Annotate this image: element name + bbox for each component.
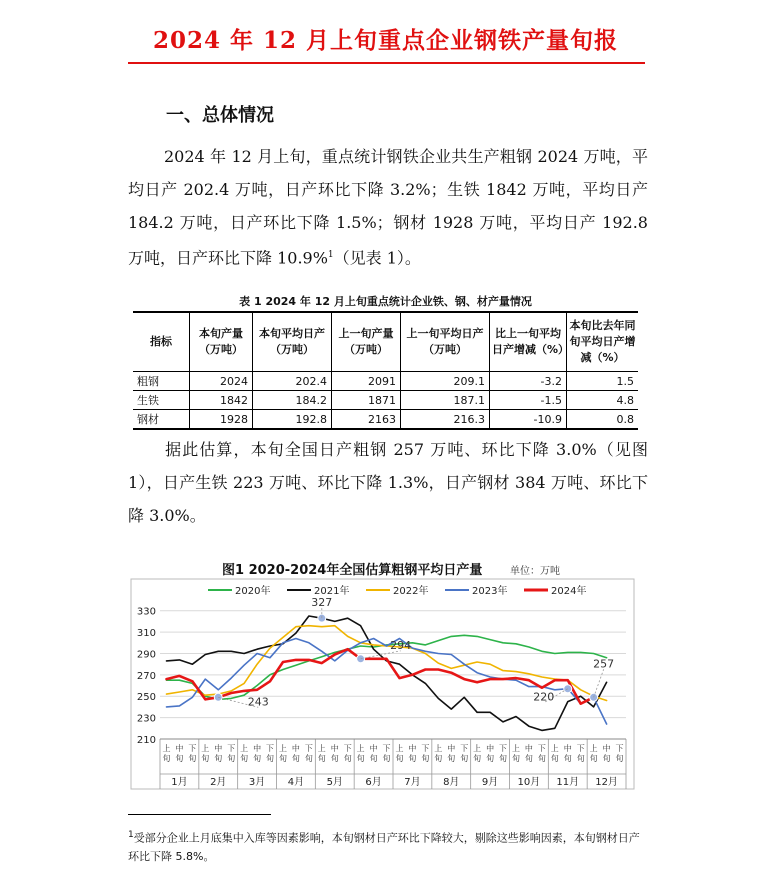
footnote-marker: 1 <box>128 830 134 840</box>
steel-output-chart <box>130 578 635 790</box>
svg-text:旬: 旬 <box>550 754 559 763</box>
y-tick-label: 210 <box>136 735 156 746</box>
svg-text:旬: 旬 <box>499 754 508 763</box>
svg-text:下: 下 <box>421 744 430 753</box>
footnote <box>128 826 648 866</box>
svg-text:上: 上 <box>395 744 404 753</box>
footnote-text: 受部分企业上月底集中入库等因素影响，本旬钢材日产环比下降较大，剔除这些影响因素，本旬钢材日产环比下降 5.8%。 <box>128 831 640 863</box>
svg-text:中: 中 <box>291 744 300 753</box>
svg-text:旬: 旬 <box>343 754 352 763</box>
svg-text:下: 下 <box>382 744 391 753</box>
y-tick-label: 290 <box>136 649 156 661</box>
legend-label: 2024年 <box>551 586 587 597</box>
x-month-label: 9月 <box>481 777 499 788</box>
svg-text:旬: 旬 <box>188 754 197 763</box>
x-tick-label <box>447 743 455 763</box>
annotation-label: 243 <box>247 695 269 709</box>
chart-series <box>167 616 607 730</box>
svg-text:旬: 旬 <box>486 754 495 763</box>
x-tick-label <box>357 743 365 763</box>
svg-text:旬: 旬 <box>395 754 404 763</box>
x-month-label: 4月 <box>287 777 305 788</box>
table-cell: 187.1 <box>401 391 490 410</box>
x-tick-label <box>603 743 611 763</box>
table-row <box>133 372 638 391</box>
svg-text:旬: 旬 <box>214 754 223 763</box>
svg-text:旬: 旬 <box>304 754 313 763</box>
x-tick-label <box>525 743 533 763</box>
table-cell: 2024 <box>190 372 253 391</box>
svg-text:下: 下 <box>537 744 546 753</box>
page-title: 2024 年 12 月上旬重点企业钢铁产量旬报 <box>152 27 619 54</box>
x-tick-label <box>175 743 183 763</box>
svg-text:旬: 旬 <box>369 754 378 763</box>
annotation-label: 327 <box>311 596 333 610</box>
x-tick-label <box>408 743 416 763</box>
svg-text:中: 中 <box>602 744 611 753</box>
estimate-text: 据此估算，本旬全国日产粗钢 257 万吨、环比下降 3.0%（见图 1），日产生铁 223 万吨、环比下降 1.3%，日产钢材 384 万吨、环比下降 3.0%。 <box>128 440 648 525</box>
y-tick-label: 270 <box>136 670 156 682</box>
x-tick-label <box>292 743 300 763</box>
svg-text:上: 上 <box>162 744 171 753</box>
y-tick-label: 230 <box>136 713 156 725</box>
estimate-paragraph <box>128 433 648 532</box>
svg-text:上: 上 <box>278 744 287 753</box>
x-month-label: 10月 <box>517 777 541 788</box>
table-header: 比上一旬平均日产增减（%） <box>490 312 567 372</box>
x-tick-label <box>564 743 572 763</box>
y-tick-label: 310 <box>136 628 156 640</box>
chart-x-axis <box>160 739 626 789</box>
table-row <box>133 410 638 430</box>
svg-text:旬: 旬 <box>162 754 171 763</box>
svg-text:下: 下 <box>266 744 275 753</box>
x-tick-label <box>227 744 235 763</box>
x-tick-label <box>240 743 248 763</box>
series-line <box>167 626 607 701</box>
table-cell: -10.9 <box>490 410 567 430</box>
x-tick-label <box>512 743 520 763</box>
table-header: 上一旬产量（万吨） <box>332 312 401 372</box>
legend-label: 2022年 <box>393 586 429 597</box>
svg-text:旬: 旬 <box>537 754 546 763</box>
table-header-row <box>133 312 638 372</box>
table-cell: 生铁 <box>133 391 190 410</box>
svg-text:旬: 旬 <box>615 754 624 763</box>
svg-text:下: 下 <box>227 744 236 753</box>
y-tick-label: 250 <box>136 692 156 704</box>
annotation-label: 220 <box>533 690 555 704</box>
svg-text:下: 下 <box>188 744 197 753</box>
table-header: 本旬产量（万吨） <box>190 312 253 372</box>
x-month-label: 12月 <box>595 777 618 788</box>
x-tick-label <box>421 744 429 763</box>
x-tick-label <box>318 743 326 763</box>
svg-text:旬: 旬 <box>460 754 469 763</box>
svg-text:中: 中 <box>447 744 456 753</box>
x-tick-label <box>331 743 339 763</box>
svg-text:旬: 旬 <box>266 754 275 763</box>
table-cell: 216.3 <box>401 410 490 430</box>
svg-text:中: 中 <box>330 744 339 753</box>
x-tick-label <box>590 743 598 763</box>
svg-text:旬: 旬 <box>382 754 391 763</box>
chart-legend <box>208 584 586 597</box>
table-cell: 0.8 <box>567 410 639 430</box>
x-tick-label <box>266 744 274 763</box>
svg-text:中: 中 <box>175 744 184 753</box>
chart-title: 图1 2020-2024年全国估算粗钢平均日产量 <box>222 563 483 578</box>
svg-text:旬: 旬 <box>356 754 365 763</box>
legend-label: 2023年 <box>472 586 508 597</box>
series-line <box>167 616 607 730</box>
svg-text:中: 中 <box>408 744 417 753</box>
table-cell: 1842 <box>190 391 253 410</box>
annotation-marker <box>214 693 222 701</box>
table-caption: 表 1 2024 年 12 月上旬重点统计企业铁、钢、材产量情况 <box>239 295 532 308</box>
table-cell: 184.2 <box>253 391 332 410</box>
production-table <box>133 311 638 430</box>
x-tick-label <box>577 744 585 763</box>
svg-text:上: 上 <box>201 744 210 753</box>
x-tick-label <box>538 744 546 763</box>
annotation-label: 294 <box>390 638 412 652</box>
svg-text:中: 中 <box>563 744 572 753</box>
svg-text:上: 上 <box>589 744 598 753</box>
svg-text:旬: 旬 <box>240 754 249 763</box>
x-tick-label <box>188 744 196 763</box>
svg-text:旬: 旬 <box>447 754 456 763</box>
x-month-label: 1月 <box>171 777 188 788</box>
x-tick-label <box>395 743 403 763</box>
x-month-label: 11月 <box>556 777 580 788</box>
table-cell: 1871 <box>332 391 401 410</box>
x-month-label: 7月 <box>404 777 421 788</box>
svg-text:旬: 旬 <box>330 754 339 763</box>
table-cell: 2163 <box>332 410 401 430</box>
x-tick-label <box>551 743 559 763</box>
svg-text:旬: 旬 <box>421 754 430 763</box>
table-cell: 1.5 <box>567 372 639 391</box>
svg-text:上: 上 <box>434 744 443 753</box>
svg-text:下: 下 <box>304 744 313 753</box>
legend-label: 2020年 <box>235 586 271 597</box>
svg-text:上: 上 <box>317 744 326 753</box>
svg-text:中: 中 <box>369 744 378 753</box>
x-tick-label <box>383 744 391 763</box>
x-tick-label <box>344 744 352 763</box>
table-cell: 209.1 <box>401 372 490 391</box>
table-cell: 粗钢 <box>133 372 190 391</box>
summary-text-end: （见表 1）。 <box>333 248 421 268</box>
svg-text:上: 上 <box>240 744 249 753</box>
x-tick-label <box>473 743 481 763</box>
legend-label: 2021年 <box>314 586 350 597</box>
x-month-label: 2月 <box>210 777 227 788</box>
footnote-divider <box>128 814 271 815</box>
x-tick-label <box>201 743 209 763</box>
svg-text:上: 上 <box>473 744 482 753</box>
y-tick-label: 330 <box>136 606 156 618</box>
x-tick-label <box>616 744 624 763</box>
svg-text:旬: 旬 <box>408 754 417 763</box>
x-tick-label <box>460 744 468 763</box>
x-tick-label <box>214 743 222 763</box>
table-cell: -1.5 <box>490 391 567 410</box>
svg-text:旬: 旬 <box>278 754 287 763</box>
table-cell: 192.8 <box>253 410 332 430</box>
svg-text:旬: 旬 <box>175 754 184 763</box>
svg-text:下: 下 <box>460 744 469 753</box>
svg-text:旬: 旬 <box>434 754 443 763</box>
x-tick-label <box>434 743 442 763</box>
svg-text:旬: 旬 <box>473 754 482 763</box>
svg-text:下: 下 <box>499 744 508 753</box>
svg-text:上: 上 <box>550 744 559 753</box>
svg-text:旬: 旬 <box>524 754 533 763</box>
table-header: 指标 <box>133 312 190 372</box>
title-divider <box>128 62 645 64</box>
table-header: 本旬比去年同旬平均日产增减（%） <box>567 312 639 372</box>
svg-text:旬: 旬 <box>576 754 585 763</box>
x-month-label: 8月 <box>443 777 460 788</box>
table-cell: 2091 <box>332 372 401 391</box>
x-tick-label <box>486 743 494 763</box>
x-tick-label <box>499 744 507 763</box>
table-cell: 钢材 <box>133 410 190 430</box>
svg-text:旬: 旬 <box>227 754 236 763</box>
svg-text:旬: 旬 <box>201 754 210 763</box>
table-cell: 4.8 <box>567 391 639 410</box>
table-header: 本旬平均日产（万吨） <box>253 312 332 372</box>
summary-text: 2024 年 12 月上旬，重点统计钢铁企业共生产粗钢 2024 万吨，平均日产 202.4 万吨，日产环比下降 3.2%；生铁 1842 万吨，平均日产 184.2 万吨，日产环比下降 1.5%；钢材 1928 万吨，平均日产 192.8 万吨，日产环比下降 10.9% <box>128 147 648 268</box>
svg-text:中: 中 <box>253 744 262 753</box>
summary-paragraph <box>128 140 648 274</box>
annotation-leader <box>594 669 604 697</box>
table-row <box>133 391 638 410</box>
x-tick-label <box>279 743 287 763</box>
x-tick-label <box>162 743 170 763</box>
x-tick-label <box>305 744 313 763</box>
svg-text:上: 上 <box>511 744 520 753</box>
table-cell: 202.4 <box>253 372 332 391</box>
annotation-marker <box>318 614 326 622</box>
x-month-label: 3月 <box>248 777 266 788</box>
svg-text:下: 下 <box>615 744 624 753</box>
table-cell: 1928 <box>190 410 253 430</box>
table-cell: -3.2 <box>490 372 567 391</box>
x-tick-label <box>253 743 261 763</box>
svg-text:下: 下 <box>343 744 352 753</box>
annotation-label: 257 <box>593 657 615 671</box>
svg-text:旬: 旬 <box>253 754 262 763</box>
series-line <box>167 649 594 704</box>
svg-text:下: 下 <box>576 744 585 753</box>
x-tick-label <box>370 743 378 763</box>
svg-text:旬: 旬 <box>291 754 300 763</box>
svg-text:旬: 旬 <box>317 754 326 763</box>
svg-text:旬: 旬 <box>511 754 520 763</box>
table-header: 上一旬平均日产（万吨） <box>401 312 490 372</box>
svg-text:上: 上 <box>356 744 365 753</box>
section-heading: 一、总体情况 <box>166 105 274 126</box>
footnote-ref[interactable]: 1 <box>327 250 334 260</box>
svg-text:旬: 旬 <box>589 754 598 763</box>
svg-text:中: 中 <box>524 744 533 753</box>
svg-text:中: 中 <box>214 744 223 753</box>
chart-unit: 单位：万吨 <box>510 566 560 577</box>
svg-text:中: 中 <box>486 744 495 753</box>
svg-text:旬: 旬 <box>563 754 572 763</box>
x-month-label: 5月 <box>326 777 343 788</box>
svg-text:旬: 旬 <box>602 754 611 763</box>
x-month-label: 6月 <box>365 777 382 788</box>
